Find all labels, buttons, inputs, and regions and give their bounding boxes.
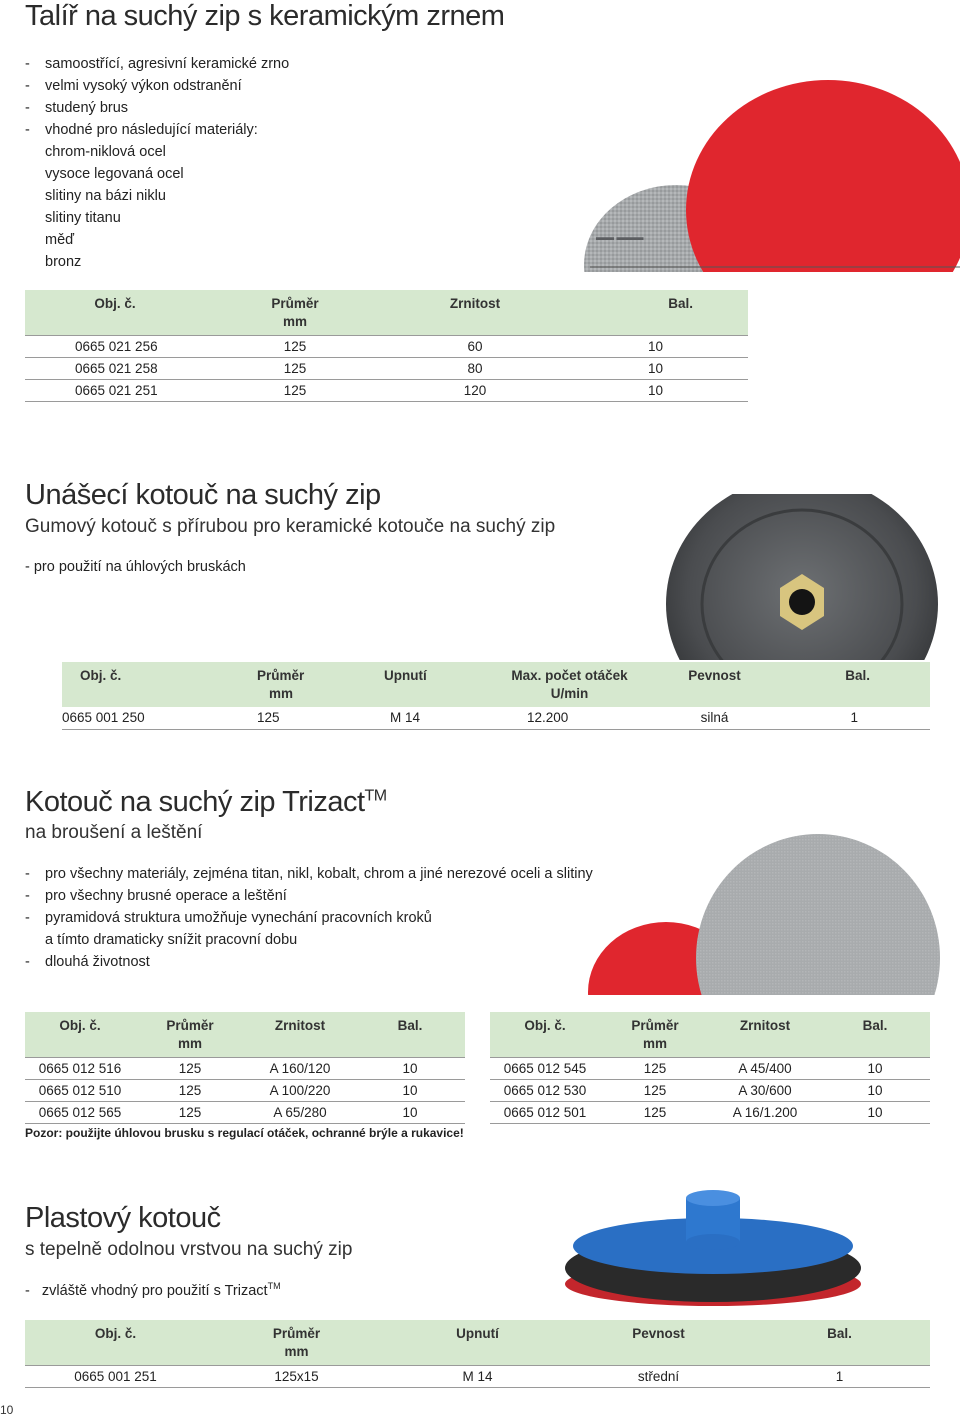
col-header: Pevnost	[642, 662, 787, 707]
col-header: Bal.	[749, 1320, 930, 1366]
table-cell: 0665 012 565	[25, 1102, 135, 1124]
list-item: - dlouhá životnost	[25, 951, 593, 973]
table-row	[25, 1102, 465, 1124]
col-header: Obj. č.	[25, 1012, 135, 1058]
table-cell: 0665 001 251	[25, 1366, 206, 1388]
table-cell: 1	[749, 1366, 930, 1388]
ceramic-disc-image	[566, 60, 960, 272]
col-header: Bal.	[565, 290, 748, 336]
section4-table	[25, 1320, 930, 1388]
table-cell: 0665 012 516	[25, 1058, 135, 1080]
list-item: - samoostřící, agresivní keramické zrno	[25, 53, 289, 75]
table-cell: 0665 012 501	[490, 1102, 600, 1124]
backing-pad-image	[662, 494, 938, 660]
table-cell: A 65/280	[245, 1102, 355, 1124]
col-header: Upnutí	[387, 1320, 568, 1366]
col-header: Průměr mm	[205, 290, 385, 336]
list-item: - pro všechny materiály, zejména titan, nikl, kobalt, chrom a jiné nerezové oceli a slitiny	[25, 863, 593, 885]
table-row	[25, 336, 748, 358]
table-cell: 125	[135, 1058, 245, 1080]
col-header: Upnutí	[352, 662, 497, 707]
list-item: - velmi vysoký výkon odstranění	[25, 75, 289, 97]
col-header: Obj. č.	[25, 1320, 206, 1366]
table-cell: 12.200	[497, 707, 642, 729]
list-item: slitiny na bázi niklu	[45, 188, 166, 204]
section2-subtitle: Gumový kotouč s přírubou pro keramické kotouče na suchý zip	[25, 516, 556, 537]
section2-note: - pro použití na úhlových bruskách	[25, 559, 246, 575]
table-cell: 120	[385, 380, 565, 402]
trademark-sup: TM	[364, 787, 387, 805]
table-cell: 125	[600, 1102, 710, 1124]
trizact-disc-image	[586, 830, 942, 995]
table-cell: 60	[385, 336, 565, 358]
col-header: Průměr mm	[206, 1320, 387, 1366]
col-header: Průměr mm	[600, 1012, 710, 1058]
table-cell: střední	[568, 1366, 749, 1388]
section3-table-left	[25, 1012, 465, 1124]
list-item: - studený brus	[25, 97, 289, 119]
list-item: měď	[45, 232, 75, 248]
table-cell: 125	[207, 707, 352, 729]
table-cell: 10	[355, 1058, 465, 1080]
col-header: Zrnitost	[245, 1012, 355, 1058]
table-row	[25, 1080, 465, 1102]
table-cell: A 16/1.200	[710, 1102, 820, 1124]
table-row	[25, 1366, 930, 1388]
table-cell: 10	[565, 380, 748, 402]
table-cell: 0665 021 251	[25, 380, 205, 402]
table-row	[25, 380, 748, 402]
table-cell: 0665 021 258	[25, 358, 205, 380]
table-cell: 80	[385, 358, 565, 380]
table-cell: 125	[600, 1080, 710, 1102]
list-item: slitiny titanu	[45, 210, 121, 226]
section2-table	[62, 662, 930, 730]
table-cell: 10	[565, 358, 748, 380]
col-header: Bal.	[787, 662, 930, 707]
list-item: a tímto dramaticky snížit pracovní dobu	[45, 932, 298, 948]
table-cell: 10	[355, 1080, 465, 1102]
section1-title: Talíř na suchý zip s keramickým zrnem	[25, 0, 505, 32]
table-cell: A 30/600	[710, 1080, 820, 1102]
plastic-pad-image	[558, 1182, 868, 1308]
list-item: chrom-niklová ocel	[45, 144, 166, 160]
table-cell: 125x15	[206, 1366, 387, 1388]
list-item: bronz	[45, 254, 82, 270]
list-item: - pyramidová struktura umožňuje vynechání pracovních kroků	[25, 907, 593, 929]
col-header: Bal.	[820, 1012, 930, 1058]
table-cell: 0665 021 256	[25, 336, 205, 358]
col-header: Pevnost	[568, 1320, 749, 1366]
table-cell: A 160/120	[245, 1058, 355, 1080]
table-row	[25, 1058, 465, 1080]
table-cell: silná	[642, 707, 787, 729]
col-header: Obj. č.	[25, 290, 205, 336]
table-cell: 10	[820, 1080, 930, 1102]
section3-subtitle: na broušení a leštění	[25, 822, 203, 843]
table-cell: 125	[205, 336, 385, 358]
col-header: Obj. č.	[62, 662, 207, 707]
list-item: - vhodné pro následující materiály:	[25, 119, 289, 141]
table-row	[25, 358, 748, 380]
table-cell: 0665 001 250	[62, 707, 207, 729]
section3-table-right	[490, 1012, 930, 1124]
table-cell: 125	[135, 1080, 245, 1102]
table-cell: 10	[820, 1058, 930, 1080]
table-cell: 125	[205, 358, 385, 380]
disc-label: ▬▬ ▬▬▬	[596, 232, 644, 242]
table-cell: 10	[565, 336, 748, 358]
section4-bullet: - zvláště vhodný pro použití s Trizact™	[25, 1281, 281, 1299]
section4-bullet-text: zvláště vhodný pro použití s Trizact	[41, 1282, 268, 1299]
table-cell: M 14	[387, 1366, 568, 1388]
trademark-sup: TM	[267, 1281, 281, 1291]
section4-subtitle: s tepelně odolnou vrstvou na suchý zip	[25, 1239, 353, 1260]
col-header: Zrnitost	[710, 1012, 820, 1058]
table-cell: 0665 012 545	[490, 1058, 600, 1080]
col-header: Průměr mm	[207, 662, 352, 707]
table-cell: 125	[135, 1102, 245, 1124]
page-number: 10	[0, 1403, 14, 1417]
table-row	[490, 1058, 930, 1080]
col-header: Max. počet otáček U/min	[497, 662, 642, 707]
table-row	[490, 1102, 930, 1124]
col-header: Průměr mm	[135, 1012, 245, 1058]
col-header: Obj. č.	[490, 1012, 600, 1058]
section3-title-text: Kotouč na suchý zip Trizact	[25, 786, 365, 818]
table-cell: 125	[205, 380, 385, 402]
table-cell: 10	[355, 1102, 465, 1124]
col-header: Zrnitost	[385, 290, 565, 336]
section4-title: Plastový kotouč	[25, 1202, 221, 1234]
safety-warning: Pozor: použijte úhlovou brusku s regulací otáček, ochranné brýle a rukavice!	[25, 1126, 464, 1140]
list-item: vysoce legovaná ocel	[45, 166, 184, 182]
table-row	[62, 707, 930, 729]
table-cell: 1	[787, 707, 930, 729]
section1-bullets	[25, 53, 289, 273]
table-cell: 0665 012 510	[25, 1080, 135, 1102]
table-cell: M 14	[352, 707, 497, 729]
section3-bullets	[25, 863, 593, 973]
list-item: - pro všechny brusné operace a leštění	[25, 885, 593, 907]
table-cell: 0665 012 530	[490, 1080, 600, 1102]
section2-title: Unášecí kotouč na suchý zip	[25, 479, 381, 511]
section3-title	[25, 786, 387, 819]
table-cell: A 100/220	[245, 1080, 355, 1102]
col-header: Bal.	[355, 1012, 465, 1058]
table-cell: A 45/400	[710, 1058, 820, 1080]
table-cell: 10	[820, 1102, 930, 1124]
table-row	[490, 1080, 930, 1102]
section1-table	[25, 290, 748, 402]
table-cell: 125	[600, 1058, 710, 1080]
